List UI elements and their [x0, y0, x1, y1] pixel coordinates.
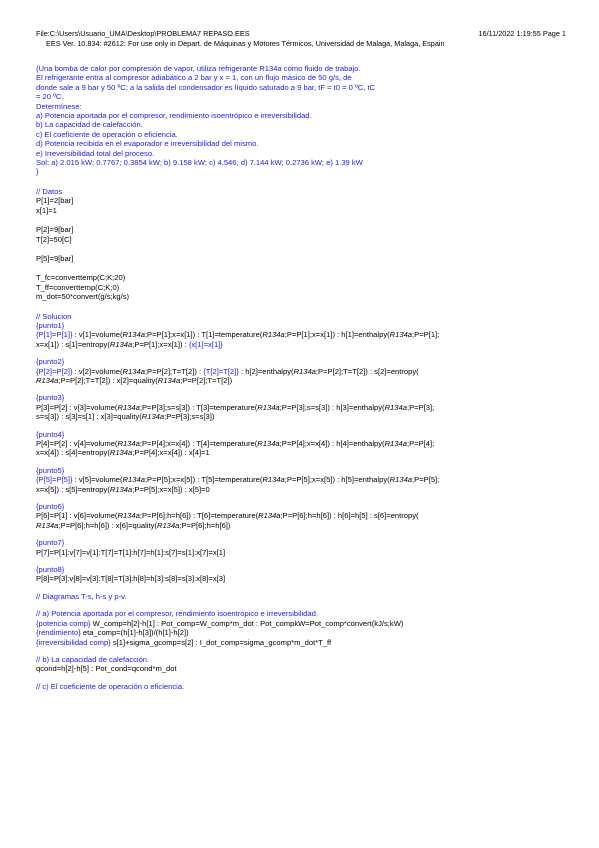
- statement-line: {Una bomba de calor por compresión de vapor, utiliza refrigerante R134a como fluido de trabajo.: [36, 64, 361, 73]
- statement-line: El refrigerante entra al compresor adiabático a 2 bar y x = 1, con un flujo másico de 50 g/s, de: [36, 73, 352, 83]
- punto2-label: {punto2}: [36, 357, 65, 367]
- punto2-line-1: {P[2]=P[2]} : v[2]=volume(R134a;P=P[2];T=T[2]) : {T[2]=T[2]} : h[2]=enthalpy(R134a;P=P[2];T=T[2]) : s[2]=entropy(: [36, 366, 419, 376]
- statement-line: c) El coeficiente de operación o eficiencia.: [36, 129, 178, 139]
- code-line: T[2]=50[C]: [36, 234, 72, 244]
- statement-line: e) Irreversibilidad total del proceso.: [36, 148, 155, 158]
- part-b-comment: // b) La capacidad de calefacción.: [36, 654, 150, 664]
- statement-line: a) Potencia aportada por el compresor, rendimiento isoentrópico e irreversibilidad.: [36, 111, 312, 121]
- punto4-line-2: x=x[4]) : s[4]=entropy(R134a;P=P[4];x=x[4]) : x[4]=1: [36, 448, 210, 458]
- statement-line: Sol: a) 2.015 kW; 0.7767; 0.3854 kW; b) 9.158 kW; c) 4.546; d) 7.144 kW; 0.2736 kW; e) 1.39 kW: [36, 158, 363, 168]
- code-line: P[5]=9[bar]: [36, 253, 74, 263]
- punto7-label: {punto7}: [36, 538, 65, 548]
- code-line: T_ff=converttemp(C;K;0): [36, 282, 120, 292]
- code-line: T_fc=converttemp(C;K;20): [36, 273, 126, 283]
- diagramas-comment: // Diagramas T-s, h-s y p-v.: [36, 591, 127, 601]
- punto3-line-2: s=s[3]) : s[3]=s[1] : x[3]=quality(R134a;P=P[3];s=s[3]): [36, 412, 215, 422]
- punto1-line-2: x=x[1]) : s[1]=entropy(R134a;P=P[1];x=x[1]) : {x[1]=x[1]}: [36, 339, 223, 349]
- punto3-label: {punto3}: [36, 393, 65, 403]
- part-a-line-1: {potencia comp} W_comp=h[2]-h[1] : Pot_comp=W_comp*m_dot : Pot_compkW=Pot_comp*convert(kJ/s;kW): [36, 618, 404, 628]
- statement-line: = 20 ºC.: [36, 92, 64, 102]
- punto8-label: {punto8}: [36, 565, 65, 575]
- punto2-line-2: R134a;P=P[2];T=T[2]) : x[2]=quality(R134a;P=P[2];T=T[2]): [36, 375, 233, 385]
- part-a-line-3: {irreversibilidad comp} s[1]+sigma_gcomp=s[2] : I_dot_comp=sigma_gcomp*m_dot*T_ff: [36, 637, 332, 647]
- punto8-line: P[8]=P[3]:v[8]=v[3]:T[8]=T[3]:h[8]=h[3]:s[8]=s[3]:x[8]=x[3]: [36, 574, 226, 584]
- part-c-comment: // c) El coeficiente de operación o eficiencia.: [36, 681, 185, 691]
- code-line: x[1]=1: [36, 205, 57, 215]
- punto4-label: {punto4}: [36, 429, 65, 439]
- statement-line: Determínese:: [36, 101, 82, 111]
- punto6-line-1: P[6]=P[1] : v[6]=volume(R134a;P=P[6];h=h[6]) : T[6]=temperature(R134a;P=P[6];h=h[6]) : h[6]=h[5] : s[6]=entropy(: [36, 511, 419, 521]
- solucion-comment: // Solucion: [36, 311, 72, 321]
- code-line: P[1]=2[bar]: [36, 196, 74, 206]
- punto1-line-1: {P[1]=P[1]} : v[1]=volume(R134a;P=P[1];x=x[1]) : T[1]=temperature(R134a;P=P[1];x=x[1]) : h[1]=enthalpy(R134a;P=P[1];: [36, 330, 440, 340]
- part-b-line: qcond=h[2]-h[5] : Pot_cond=qcond*m_dot: [36, 664, 177, 674]
- statement-line: d) Potencia recibida en el evaporador e irreversibilidad del mismo.: [36, 139, 259, 149]
- part-a-comment: // a) Potencia aportada por el compresor, rendimiento isoentrópico e irreversibilidad.: [36, 609, 318, 619]
- statement-line: b) La capacidad de calefacción.: [36, 120, 143, 130]
- statement-line: donde sale a 9 bar y 50 ºC; a la salida del condensador es líquido saturado a 9 bar, tF = t0 = 0 ºC, tC: [36, 82, 376, 92]
- license-line: EES Ver. 10.834: #2612: For use only in Depart. de Máquinas y Motores Térmicos, Universidad de Malaga, Malaga, Espain: [46, 39, 445, 48]
- file-path: File:C:\Users\Usuario_UMA\Desktop\PROBLEMA7 REPASO.EES: [36, 29, 250, 38]
- code-line: m_dot=50*convert(g/s;kg/s): [36, 292, 130, 302]
- statement-line: }: [36, 167, 39, 177]
- punto1-label: {punto1}: [36, 320, 65, 330]
- document-body: [36, 64, 566, 691]
- punto5-line-2: x=x[5]) : s[5]=entropy(R134a;P=P[5];x=x[5]) : x[5]=0: [36, 484, 210, 494]
- page-header: [36, 29, 566, 49]
- punto7-line: P[7]=P[1]:v[7]=v[1]:T[7]=T[1]:h[7]=h[1]:s[7]=s[1]:x[7]=x[1]: [36, 547, 226, 557]
- datos-comment: // Datos: [36, 186, 63, 196]
- punto6-label: {punto6}: [36, 502, 65, 512]
- punto5-label: {punto5}: [36, 465, 65, 475]
- punto3-line-1: P[3]=P[2] : v[3]=volume(R134a;P=P[3];s=s[3]) : T[3]=temperature(R134a;P=P[3];s=s[3]) : h[3]=enthalpy(R134a;P=P[3];: [36, 402, 435, 412]
- date-page: 16/11/2022 1:19:55 Page 1: [478, 29, 566, 38]
- punto5-line-1: {P[5]=P[5]} : v[5]=volume(R134a;P=P[5];x=x[5]) : T[5]=temperature(R134a;P=P[5];x=x[5]) : h[5]=enthalpy(R134a;P=P[5];: [36, 475, 440, 485]
- part-a-line-2: {rendimiento} eta_comp=(h[1]-h[3])/(h[1]-h[2]): [36, 628, 189, 638]
- problem-statement: [36, 64, 566, 177]
- code-line: P[2]=9[bar]: [36, 225, 74, 235]
- punto6-line-2: R134a;P=P[6];h=h[6]) : x[6]=quality(R134a;P=P[6];h=h[6]): [36, 520, 231, 530]
- punto4-line-1: P[4]=P[2] : v[4]=volume(R134a;P=P[4];x=x[4]) : T[4]=temperature(R134a;P=P[4];x=x[4]) : h[4]=enthalpy(R134a;P=P[4];: [36, 439, 435, 448]
